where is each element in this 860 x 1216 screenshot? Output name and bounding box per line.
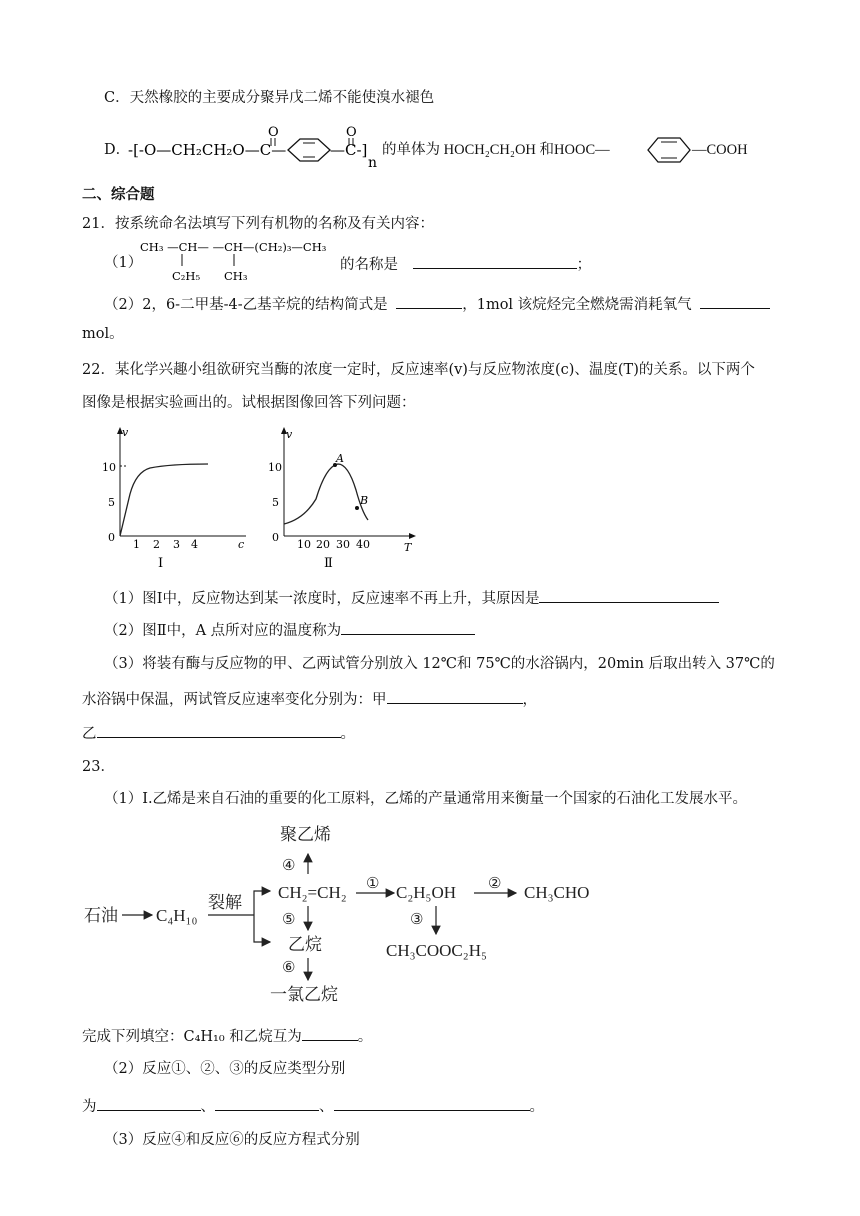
flow-ester: CH₃COOC₂H₅ — [386, 941, 487, 960]
graph-ii-label-a: A — [336, 452, 344, 465]
q21-p1-line — [340, 253, 591, 275]
q21-p2-end: mol。 — [82, 326, 124, 342]
graph-ii-label-b: B — [360, 494, 369, 507]
q22-stem-1: 22．某化学兴趣小组欲研究当酶的浓度一定时，反应速率(v)与反应物浓度(c)、温度(T)的关系。以下两个 — [82, 362, 755, 378]
graph-ii-curve — [284, 464, 368, 524]
graph-ii-x-label: T — [404, 541, 412, 554]
q23-p2-blank-2[interactable] — [215, 1095, 319, 1111]
flow-chloroethane: 一氯乙烷 — [270, 985, 338, 1005]
graph-ii-xtick-40: 40 — [356, 538, 370, 551]
option-d-label: D． — [104, 142, 131, 158]
graph-i — [98, 424, 258, 574]
q22-s2-line — [104, 619, 475, 641]
flow-ethanol: C₂H₅OH — [396, 883, 457, 902]
q21-stem: 21．按系统命名法填写下列有机物的名称及有关内容： — [82, 216, 434, 232]
flow-ethane: 乙烷 — [288, 935, 322, 955]
q23-p2-line — [82, 1095, 544, 1117]
q23-p2-end: 。 — [529, 1099, 544, 1115]
q21-p2-blank-2[interactable] — [700, 293, 770, 309]
graph-i-x-label: c — [238, 538, 245, 551]
q21-p2-text-a: （2）2，6-二甲基-4-乙基辛烷的结构简式是 — [104, 297, 388, 313]
q23-sep-1: 、 — [200, 1099, 215, 1115]
graph-ii-ytick-0: 0 — [272, 531, 279, 544]
flow-crack-label: 裂解 — [208, 893, 242, 913]
q22-s1-line — [104, 587, 719, 609]
struct-main-chain: CH₃ —CH— —CH—(CH₂)₃—CH₃ — [140, 240, 327, 254]
q23-fill1-line — [82, 1025, 372, 1047]
option-c: C．天然橡胶的主要成分聚异戊二烯不能使溴水褪色 — [104, 90, 435, 106]
graph-i-ytick-5: 5 — [108, 496, 115, 509]
graph-i-xtick-3: 3 — [173, 538, 180, 551]
flow-r1: ① — [366, 874, 380, 892]
option-d-end: —COOH — [692, 142, 748, 158]
flow-r4: ④ — [282, 856, 296, 874]
graph-ii — [264, 424, 424, 574]
q23-fill1-text: 完成下列填空：C₄H₁₀ 和乙烷互为 — [82, 1029, 302, 1045]
q23-p2-blank-3[interactable] — [334, 1095, 530, 1111]
q22-s3-text-c: 乙 — [82, 726, 97, 742]
graph-ii-caption: Ⅱ — [324, 556, 333, 571]
graph-i-caption: Ⅰ — [158, 556, 164, 571]
q23-p2: （2）反应①、②、③的反应类型分别 — [104, 1061, 346, 1077]
graph-i-ytick-10: 10 — [102, 461, 116, 474]
flow-r6: ⑥ — [282, 958, 296, 976]
q21-p1-no: （1） — [104, 255, 143, 271]
q22-s3-blank-yi[interactable] — [97, 722, 341, 738]
graph-i-y-label: v — [122, 426, 129, 439]
polymer-right: —C-] — [330, 141, 368, 159]
q21-p2-line — [104, 293, 770, 315]
q22-s3-b-end: ， — [522, 692, 537, 708]
graph-ii-ytick-5: 5 — [272, 496, 279, 509]
polymer-n: n — [368, 155, 378, 171]
graph-ii-point-b — [355, 506, 359, 510]
graph-i-xtick-1: 1 — [133, 538, 140, 551]
q22-s1-text: （1）图Ⅰ中，反应物达到某一浓度时，反应速率不再上升，其原因是 — [104, 591, 540, 607]
q22-stem-2: 图像是根据实验画出的。试根据图像回答下列问题： — [82, 395, 416, 411]
q23-p2b: 为 — [82, 1099, 97, 1115]
graph-i-xtick-4: 4 — [191, 538, 198, 551]
graph-ii-y-label: v — [286, 428, 293, 441]
reaction-flowchart — [84, 818, 644, 1008]
flow-polyethylene: 聚乙烯 — [280, 825, 331, 845]
q22-s2-blank[interactable] — [341, 619, 475, 635]
q22-s2-text: （2）图Ⅱ中，A 点所对应的温度称为 — [104, 623, 342, 639]
q23-p1: （1）I.乙烯是来自石油的重要的化工原料，乙烯的产量通常用来衡量一个国家的石油化工发展水平。 — [104, 791, 748, 807]
q23-p3: （3）反应④和反应⑥的反应方程式分别 — [104, 1132, 360, 1148]
q23-sep-2: 、 — [319, 1099, 334, 1115]
polymer-left: -[-O—CH₂CH₂O—C— — [128, 141, 287, 159]
q23-fill1-blank[interactable] — [302, 1025, 358, 1041]
q23-num: 23． — [82, 759, 115, 775]
graph-i-curve — [120, 464, 208, 536]
q21-p1-text: 的名称是 — [340, 257, 398, 273]
graph-ii-ytick-10: 10 — [268, 461, 282, 474]
q23-fill1-end: 。 — [357, 1029, 373, 1045]
q21-p1-end: ； — [576, 257, 592, 273]
struct-branch-ethyl: C₂H₅ — [172, 269, 201, 283]
q22-s3-blank-jia[interactable] — [387, 688, 523, 704]
flow-r5: ⑤ — [282, 910, 296, 928]
struct-branch-methyl: CH₃ — [224, 269, 248, 283]
q22-s3-line-b — [82, 688, 537, 710]
benzene-ring-icon — [646, 136, 692, 164]
flow-r2: ② — [488, 874, 502, 892]
q22-s3-text-b: 水浴锅中保温，两试管反应速率变化分别为：甲 — [82, 692, 387, 708]
flow-acetaldehyde: CH₃CHO — [524, 883, 590, 902]
q22-s1-blank[interactable] — [539, 587, 719, 603]
q22-s3-c-end: 。 — [340, 726, 355, 742]
polymer-structure — [128, 122, 380, 176]
q21-p2-blank-1[interactable] — [396, 293, 462, 309]
q22-s3-text-a: （3）将装有酶与反应物的甲、乙两试管分别放入 12℃和 75℃的水浴锅内，20min 后取出转入 37℃的 — [104, 656, 775, 672]
graph-i-xtick-2: 2 — [153, 538, 160, 551]
flow-oil: 石油 — [84, 906, 118, 926]
q22-s3-line-c — [82, 722, 355, 744]
flow-butane: C₄H₁₀ — [156, 906, 198, 925]
graph-i-ytick-0: 0 — [108, 531, 115, 544]
carbonyl-o-2: O — [346, 125, 357, 140]
carbonyl-o-1: O — [268, 125, 279, 140]
graph-ii-xtick-20: 20 — [316, 538, 330, 551]
q21-p1-blank[interactable] — [413, 253, 577, 269]
option-d-text: 的单体为 HOCH₂CH₂OH 和HOOC— — [382, 142, 610, 158]
graph-ii-xtick-10: 10 — [297, 538, 311, 551]
graph-ii-xtick-30: 30 — [336, 538, 350, 551]
flow-ethylene: CH₂=CH₂ — [278, 883, 347, 902]
section-title: 二、综合题 — [82, 187, 155, 203]
q21-structure — [140, 238, 336, 284]
q23-p2-blank-1[interactable] — [97, 1095, 201, 1111]
q21-p2-text-b: ，1mol 该烷烃完全燃烧需消耗氧气 — [462, 297, 692, 313]
flow-r3: ③ — [410, 910, 424, 928]
